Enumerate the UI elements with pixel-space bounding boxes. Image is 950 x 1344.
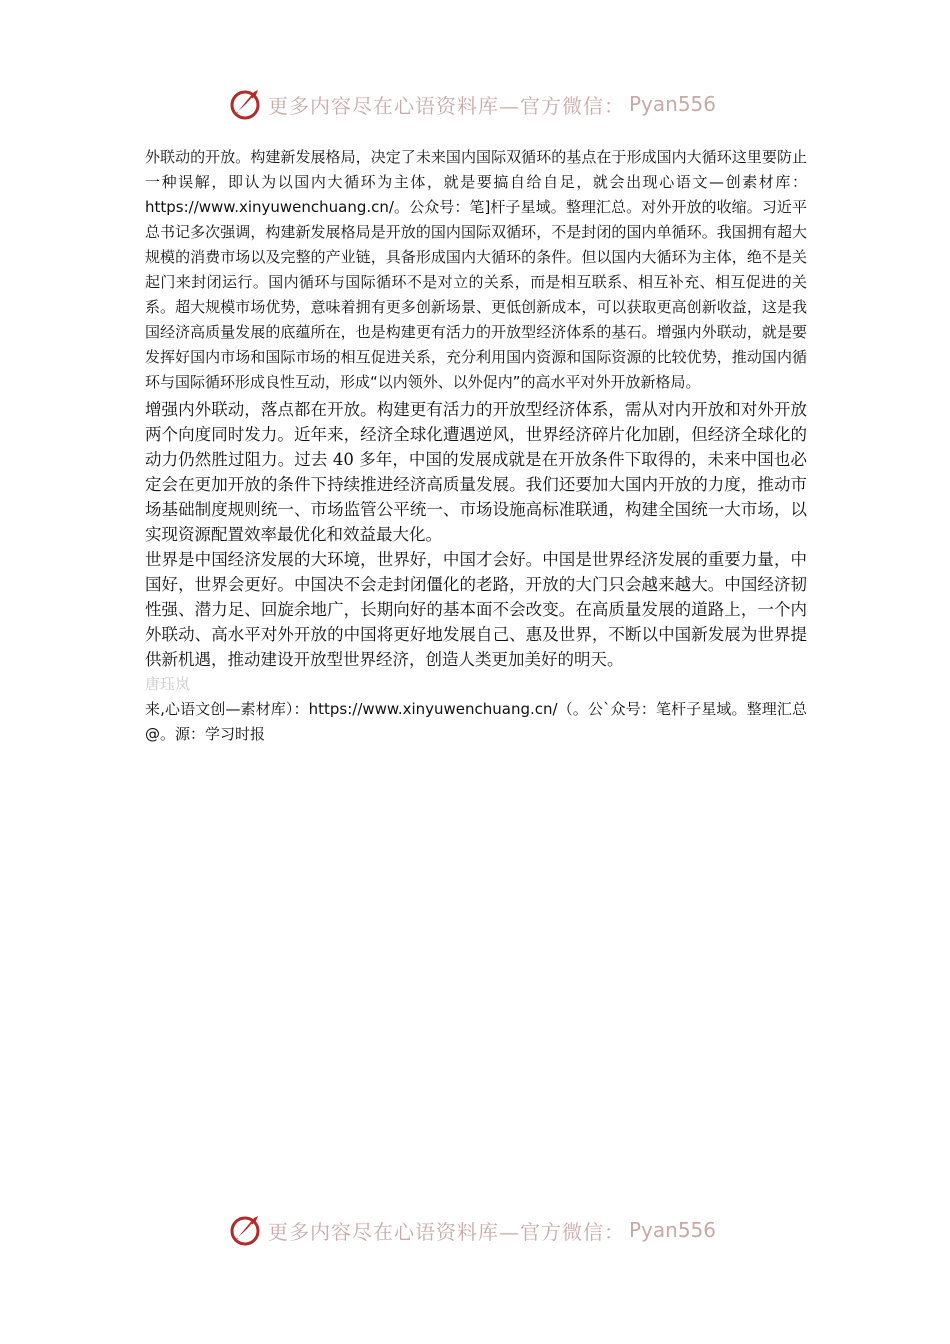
wechat-id: Pyan556 [629, 1218, 717, 1242]
paragraph-2: 增强内外联动，落点都在开放。构建更有活力的开放型经济体系，需从对内开放和对外开放两个向度同时发力。近年来，经济全球化遭遇逆风，世界经济碎片化加剧，但经济全球化的动力仍然胜过阻力。过去 40 多年，中国的发展成就是在开放条件下取得的，未来中国也必定会在更加开放的条件下持续推进经济高质量发展。我们还要加大国内开放的力度，推动市场基础制度规则统一、市场监管公平统一、市场设施高标准联通，构建全国统一大市场，以实现资源配置效率最优化和效益最大化。 [145, 400, 807, 544]
banner-text: 更多内容尽在心语资料库—官方微信： [268, 93, 625, 118]
header-banner [228, 84, 716, 124]
quill-logo-icon [228, 1212, 264, 1248]
paragraph-1: 外联动的开放。构建新发展格局，决定了未来国内国际双循环的基点在于形成国内大循环这里要防止一种误解，即认为以国内大循环为主体，就是要搞自给自足，就会出现心语文—创素材库：https://www.xinyuwenchuang.cn/。公众号：笔]杆子星域。整理汇总。对外开放的收缩。习近平总书记多次强调，构建新发展格局是开放的国内国际双循环，不是封闭的国内单循环。我国拥有超大规模的消费市场以及完整的产业链，具备形成国内大循环的条件。但以国内大循环为主体，绝不是关起门来封闭运行。国内循环与国际循环不是对立的关系，而是相互联系、相互补充、相互促进的关系。超大规模市场优势，意味着拥有更多创新场景、更低创新成本，可以获取更高创新收益，这是我国经济高质量发展的底蕴所在，也是构建更有活力的开放型经济体系的基石。增强内外联动，就是要发挥好国内市场和国际市场的相互促进关系，充分利用国内资源和国际资源的比较优势，推动国内循环与国际循环形成良性互动，形成“以内领外、以外促内”的高水平对外开放新格局。 [145, 148, 807, 391]
quill-logo-icon [228, 86, 264, 122]
paragraph-3: 世界是中国经济发展的大环境，世界好，中国才会好。中国是世界经济发展的重要力量，中国好，世界会更好。中国决不会走封闭僵化的老路，开放的大门只会越来越大。中国经济韧性强、潜力足、回旋余地广，长期向好的基本面不会改变。在高质量发展的道路上，一个内外联动、高水平对外开放的中国将更好地发展自己、惠及世界，不断以中国新发展为世界提供新机遇，推动建设开放型世界经济，创造人类更加美好的明天。 [145, 550, 807, 669]
wechat-id: Pyan556 [629, 92, 717, 116]
footer-banner [228, 1210, 716, 1250]
banner-text: 更多内容尽在心语资料库—官方微信： [268, 1219, 625, 1244]
source-note: 来,心语文创—素材库）：https://www.xinyuwenchuang.cn/（。公`众号：笔杆子星域。整理汇总@。源：学习时报 [145, 700, 807, 743]
article-body [145, 145, 807, 747]
author-name: 唐珏岚 [145, 675, 191, 693]
